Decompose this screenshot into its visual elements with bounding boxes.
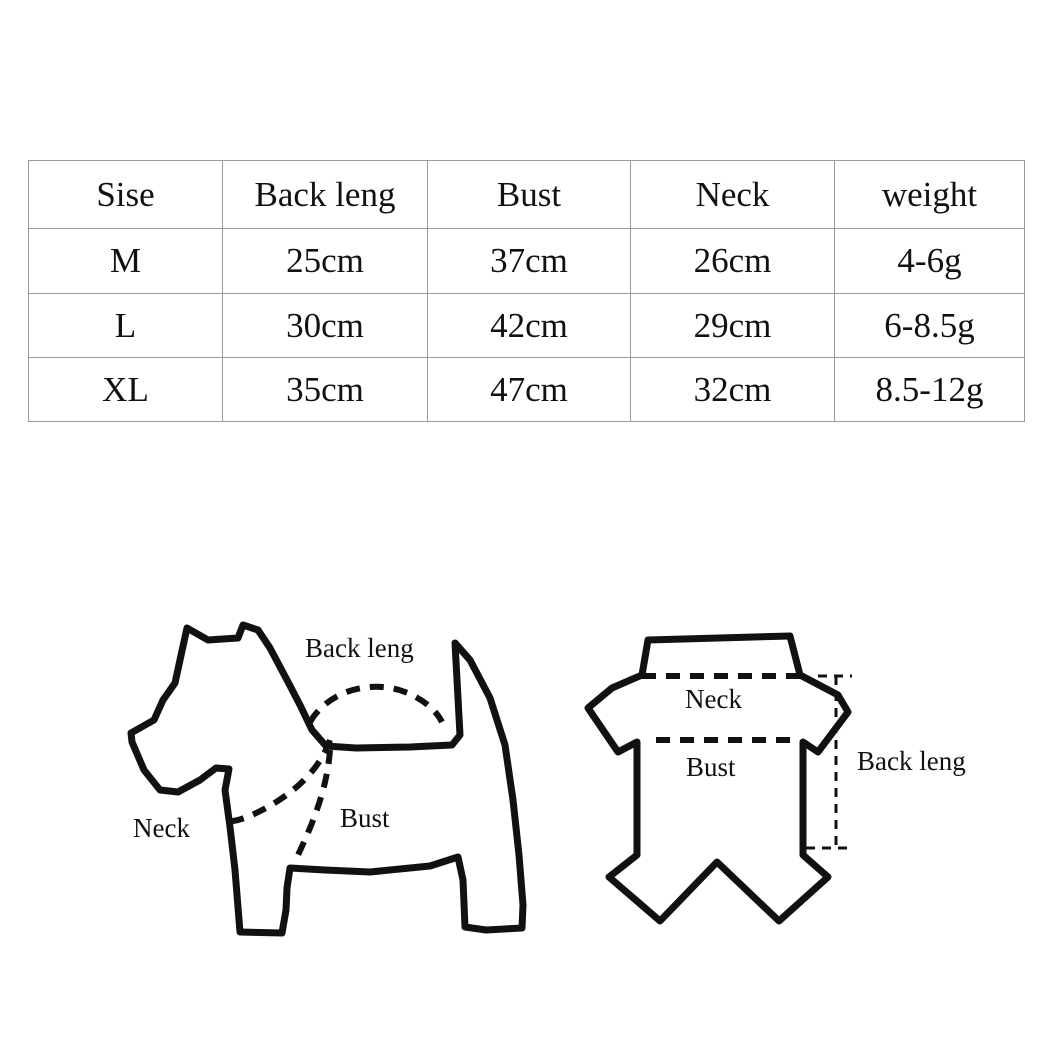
dog-back-length-line — [310, 687, 442, 722]
dog-neck-label: Neck — [133, 813, 190, 843]
bust-cell: 37cm — [428, 229, 631, 293]
weight-cell: 4-6g — [835, 229, 1025, 293]
bust-cell: 42cm — [428, 293, 631, 357]
header-back-length: Back leng — [223, 161, 428, 229]
table-row — [29, 293, 1025, 357]
neck-cell: 32cm — [631, 357, 835, 421]
header-weight: weight — [835, 161, 1025, 229]
size-cell: M — [29, 229, 223, 293]
garment-bust-label: Bust — [686, 752, 736, 782]
size-cell: L — [29, 293, 223, 357]
weight-cell: 6-8.5g — [835, 293, 1025, 357]
dog-bust-label: Bust — [340, 803, 390, 833]
header-neck: Neck — [631, 161, 835, 229]
neck-cell: 29cm — [631, 293, 835, 357]
back-length-cell: 30cm — [223, 293, 428, 357]
table-header-row — [29, 161, 1025, 229]
measurement-diagram — [0, 560, 1050, 1050]
header-bust: Bust — [428, 161, 631, 229]
back-length-cell: 35cm — [223, 357, 428, 421]
dog-neck-line — [222, 740, 330, 821]
size-cell: XL — [29, 357, 223, 421]
garment-illustration — [588, 636, 966, 921]
bust-cell: 47cm — [428, 357, 631, 421]
garment-neck-label: Neck — [685, 684, 742, 714]
neck-cell: 26cm — [631, 229, 835, 293]
header-size: Sise — [29, 161, 223, 229]
table-row — [29, 357, 1025, 421]
garment-back-length-label: Back leng — [857, 746, 966, 776]
dog-illustration — [131, 625, 523, 933]
dog-back-length-label: Back leng — [305, 633, 414, 663]
back-length-cell: 25cm — [223, 229, 428, 293]
size-chart-table — [28, 160, 1025, 422]
table-row — [29, 229, 1025, 293]
weight-cell: 8.5-12g — [835, 357, 1025, 421]
